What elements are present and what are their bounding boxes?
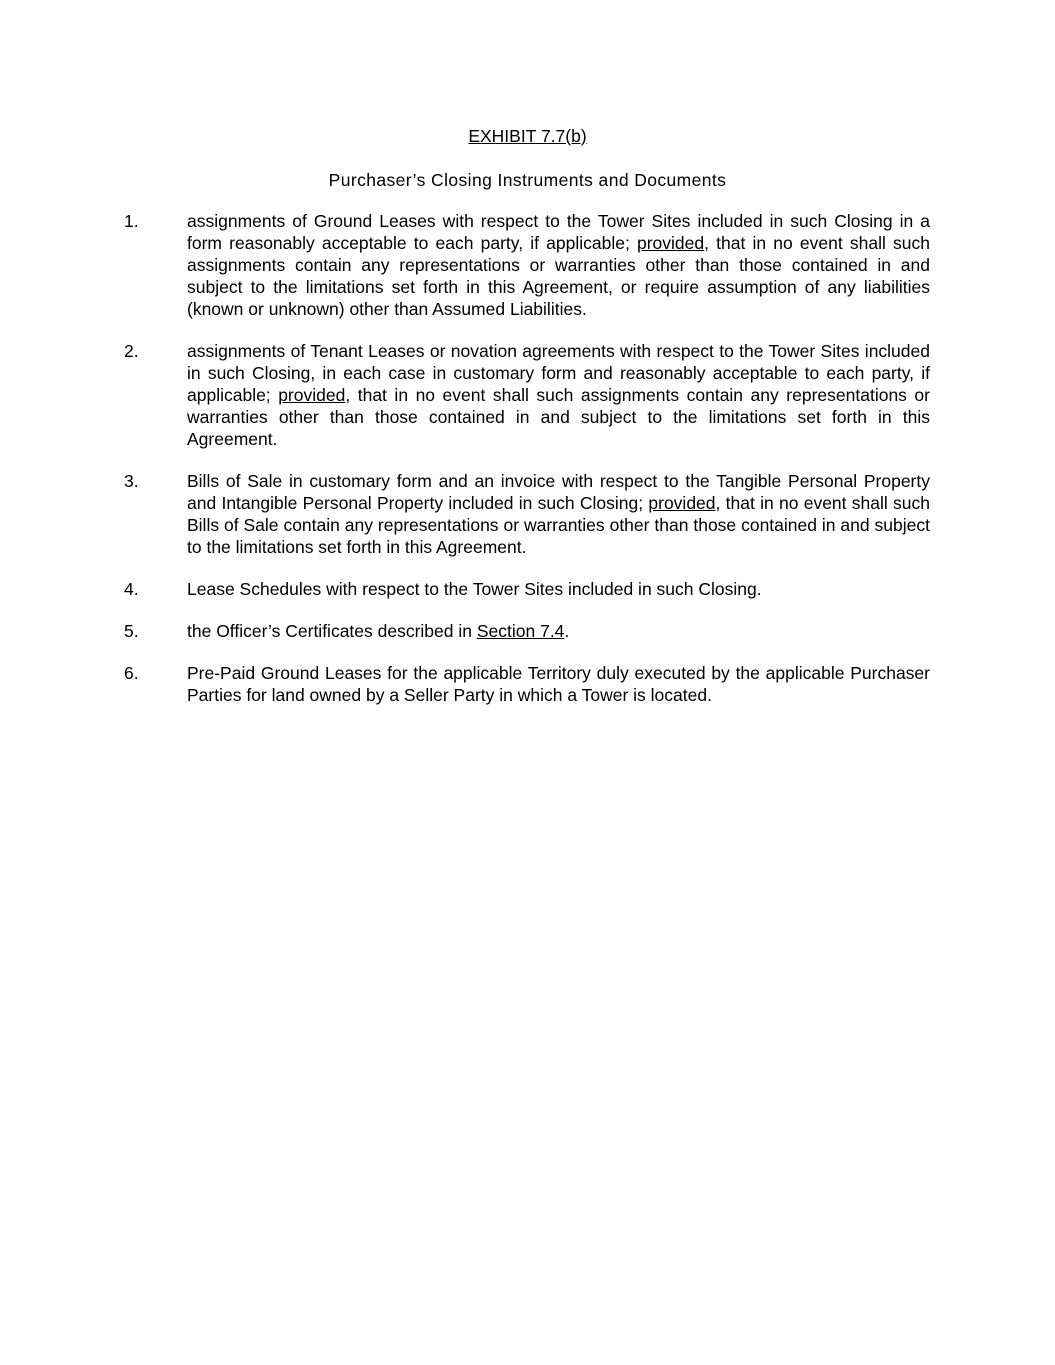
list-item-number: 1. xyxy=(124,211,139,231)
list-item xyxy=(0,662,1055,706)
list-item-text-before: assignments of Tenant Leases or novation agreements with respect to the Tower Sites included in such Closing, in each case in customary form and reasonably acceptable to each party, if applicable; xyxy=(187,341,930,405)
list-item xyxy=(0,210,1055,320)
exhibit-title-text: EXHIBIT 7.7(b) xyxy=(468,126,587,146)
list-item-number: 3. xyxy=(124,471,139,491)
list-item xyxy=(0,470,1055,558)
list-item xyxy=(0,620,1055,642)
list-item-text-before: Bills of Sale in customary form and an invoice with respect to the Tangible Personal Property and Intangible Personal Property included in such Closing; xyxy=(187,471,930,513)
list-item-text: Pre-Paid Ground Leases for the applicable Territory duly executed by the applicable Purchaser Parties for land owned by a Seller Party in which a Tower is located. xyxy=(187,663,930,705)
list-item-text xyxy=(187,470,930,558)
list-item-number: 6. xyxy=(124,663,139,683)
exhibit-subtitle: Purchaser’s Closing Instruments and Documents xyxy=(328,170,727,190)
list-item xyxy=(0,340,1055,450)
list-item-text-after: , that in no event shall such assignments contain any representations or warranties other than those contained in and subject to the limitations set forth in this Agreement. xyxy=(187,385,930,449)
list-item xyxy=(0,578,1055,600)
list-item-text xyxy=(187,340,930,450)
list-item-text-after: , that in no event shall such assignments contain any representations or warranties other than those contained in and subject to the limitations set forth in this Agreement, or require assumption of any liabilities (known or unknown) other than Assumed Liabilities. xyxy=(187,233,930,319)
list-item-number: 5. xyxy=(124,621,139,641)
list-item-number: 2. xyxy=(124,341,139,361)
provided-term: provided xyxy=(648,493,716,513)
closing-documents-list xyxy=(0,210,1055,726)
list-item-text xyxy=(187,620,930,642)
list-item-text-before: the Officer’s Certificates described in xyxy=(187,621,477,641)
provided-term: provided xyxy=(636,233,705,253)
list-item-text-before: assignments of Ground Leases with respect to the Tower Sites included in such Closing in a form reasonably acceptable to each party, if applicable; xyxy=(187,211,930,253)
provided-term: provided xyxy=(278,385,346,405)
section-reference-link: Section 7.4 xyxy=(476,621,565,641)
exhibit-title xyxy=(0,125,1055,147)
list-item-text-after: , that in no event shall such Bills of Sale contain any representations or warranties other than those contained in and subject to the limitations set forth in this Agreement. xyxy=(187,493,930,557)
list-item-text-after: . xyxy=(564,621,570,641)
list-item-text: Lease Schedules with respect to the Tower Sites included in such Closing. xyxy=(187,579,762,599)
list-item-number: 4. xyxy=(124,579,139,599)
list-item-text xyxy=(187,210,930,320)
